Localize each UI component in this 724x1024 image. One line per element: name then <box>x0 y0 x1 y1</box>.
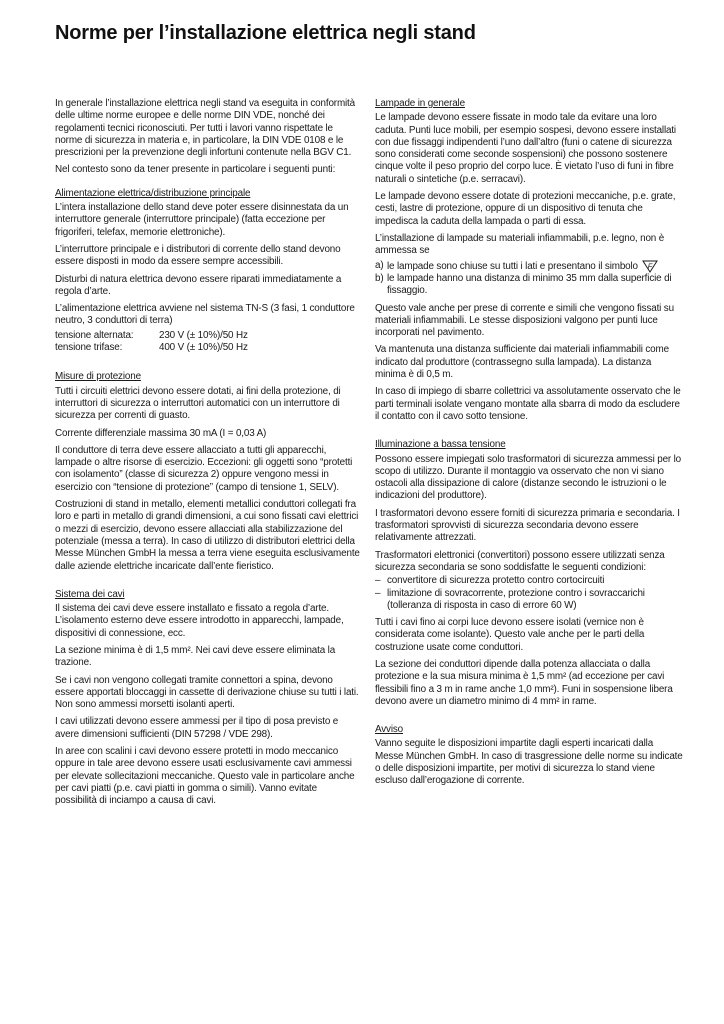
paragraph: Costruzioni di stand in metallo, elementi metallici conduttori collegati fra loro e parti in metallo di grandi dimensioni, a cui sono fissati cavi elettrici o mezzi di esercizio, devono essere allacciati alla stabilizzazione del potenziale (messa a terra). In caso di utilizzo di distributori elettrici della Messe München GmbH la messa a terra viene eseguita esclusivamente dalle aziende elettriche incaricate dall’ente fieristico. <box>55 499 360 572</box>
paragraph: Corrente differenziale massima 30 mA (I = 0,03 A) <box>55 427 267 439</box>
paragraph: Le lampade devono essere fissate in modo tale da evitare una loro caduta. Punti luce mobili, per esempio sospesi, devono essere installati con due fissaggi indipendenti l’uno dall’altro (funi o catene di sicurezza sono considerati come seconde sospensioni) che possono sostenere cinque volte il peso proprio del corpo luce. È vietato l’uso di funi in fibre naturali o sintetiche (p.e. serracavi). <box>375 112 676 185</box>
left-column <box>55 98 361 813</box>
list-item <box>375 273 683 298</box>
section-heading-lamps: Lampade in generale <box>375 98 465 109</box>
paragraph: Le lampade devono essere dotate di protezioni meccaniche, p.e. grate, cesti, lastre di protezione, oppure di un dispositivo di tenuta che impedisca la caduta della lampada o parti di essa. <box>375 191 676 227</box>
right-column <box>375 98 683 793</box>
voltage-value: 230 V (± 10%)/50 Hz <box>159 329 248 341</box>
f-mark-label: F <box>648 261 653 271</box>
list-item <box>375 260 683 273</box>
page-title: Norme per l’installazione elettrica negli stand <box>55 22 476 44</box>
paragraph: La sezione dei conduttori dipende dalla potenza allacciata o dalla protezione e la sua misura minima è 1,5 mm² (ad eccezione per cavi flessibili fino a 3 m in rame anche 1,0 mm²). Funi in sospensione libera devono avere un diametro minimo di 4 mm² in rame. <box>375 658 673 707</box>
intro-paragraph: In generale l’installazione elettrica negli stand va eseguita in conformità delle ultime norme europee e delle norme DIN VDE, nonché dei regolamenti tecnici riconosciuti. Per tutti i lavori vanno rispettate le norme di sicurezza in materia e, in particolare, la DIN VDE 0108 e le prescrizioni per la prevenzione degli infortuni contenute nella BGV C1. <box>55 98 355 159</box>
voltage-row-threephase <box>55 342 361 354</box>
dash-item-text: convertitore di sicurezza protetto contro cortocircuiti <box>387 575 605 587</box>
list-item-text: le lampade hanno una distanza di minimo 35 mm dalla superficie di fissaggio. <box>387 272 672 297</box>
paragraph: In caso di impiego di sbarre collettrici va assolutamente osservato che le parti terminali isolate vengano montate alla sbarra di modo da escludere il contatto con il cavo sotto tensione. <box>375 386 681 422</box>
paragraph: I trasformatori devono essere forniti di sicurezza primaria e secondaria. I trasformatori sprovvisti di sicurezza secondaria devono essere relativamente attrezzati. <box>375 507 680 544</box>
dash-list-item <box>375 575 683 587</box>
paragraph: Il conduttore di terra deve essere allacciato a tutti gli apparecchi, lampade o altre risorse di esercizio. Eccezioni: gli oggetti sono “protetti con isolamento” (classe di sicurezza 2) oppure vengono messi in esercizio con “tensione di protezione” (campo di tensione 1, SELV). <box>55 444 353 493</box>
paragraph: Trasformatori elettronici (convertitori) possono essere utilizzati senza sicurezza secondaria se sono soddisfatte le seguenti condizioni: <box>375 549 665 573</box>
paragraph: Possono essere impiegati solo trasformatori di sicurezza ammessi per lo scopo di utilizzo. Durante il montaggio va osservato che non vi siano ostacoli alla dissipazione di calore (distanze secondo le istruzioni o le indicazioni del produttore). <box>375 453 682 502</box>
section-heading-power-supply: Alimentazione elettrica/distribuzione principale <box>55 187 251 199</box>
section-heading-cables: Sistema dei cavi <box>55 588 125 600</box>
dash-marker: – <box>375 575 381 587</box>
section-heading-notice: Avviso <box>375 724 404 736</box>
section-heading-protection: Misure di protezione <box>55 371 141 383</box>
list-item-text: le lampade sono chiuse su tutti i lati e presentano il simbolo <box>387 260 638 272</box>
paragraph: La sezione minima è di 1,5 mm². Nei cavi deve essere eliminata la trazione. <box>55 644 336 669</box>
list-marker: b) <box>375 272 384 284</box>
paragraph: Vanno seguite le disposizioni impartite dagli esperti incaricati dalla Messe München GmbH. In caso di trasgressione delle norme su indicate o delle disposizioni impartite, per motivi di sicurezza lo stand viene escluso dall’erogazione di corrente. <box>375 738 683 787</box>
voltage-row-alternating <box>55 330 361 342</box>
dash-marker: – <box>375 587 381 599</box>
voltage-label: tensione trifase: <box>55 342 123 354</box>
dash-list-item <box>375 588 683 613</box>
paragraph: Disturbi di natura elettrica devono essere riparati immediatamente a regola d’arte. <box>55 273 342 297</box>
paragraph: L’intera installazione dello stand deve poter essere disinnestata da un interruttore generale (interruttore principale) (fatta eccezione per frigoriferi, telefax, memorie elettroniche). <box>55 202 349 238</box>
voltage-label: tensione alternata: <box>55 329 134 341</box>
paragraph: Questo vale anche per prese di corrente e simili che vengono fissati su materiali infiammabili. Le stesse disposizioni valgono per punti luce incorporati nel pavimento. <box>375 302 674 339</box>
paragraph: I cavi utilizzati devono essere ammessi per il tipo di posa previsto e avere dimensioni sufficienti (DIN 57298 / VDE 298). <box>55 716 339 740</box>
paragraph: L’installazione di lampade su materiali infiammabili, p.e. legno, non è ammessa se <box>375 232 665 257</box>
paragraph: In aree con scalini i cavi devono essere protetti in modo meccanico oppure in tale aree devono essere usati esclusivamente cavi ammessi per elevate sollecitazioni meccaniche. Questo vale in particolare anche per cavi piatti (p.e. cavi piatti in gomma o simili). Vanno evitate possibilità di inciampo a causa di cavi. <box>55 746 355 807</box>
paragraph: Va mantenuta una distanza sufficiente dai materiali infiammabili come indicato dal produttore (contrassegno sulla lampada). La distanza minima è di 0,5 m. <box>375 344 669 381</box>
intro-paragraph-2: Nel contesto sono da tener presente in particolare i seguenti punti: <box>55 164 336 176</box>
dash-item-text: limitazione di sovracorrente, protezione contro i sovraccarichi (tolleranza di risposta in caso di errore 60 W) <box>387 587 645 611</box>
f-mark-icon <box>642 260 658 273</box>
paragraph: Se i cavi non vengono collegati tramite connettori a spina, devono essere apportati bloccaggi in cassette di derivazione chiuse su tutti i lati. Non sono ammessi morsetti isolanti aperti. <box>55 674 359 711</box>
voltage-value: 400 V (± 10%)/50 Hz <box>159 342 248 354</box>
paragraph: Il sistema dei cavi deve essere installato e fissato a regola d’arte. L’isolamento esterno deve essere introdotto in apparecchi, lampade, dispositivi di connessione, ecc. <box>55 603 344 639</box>
paragraph: L’interruttore principale e i distributori di corrente dello stand devono essere disposti in modo da essere sempre accessibili. <box>55 243 341 268</box>
paragraph: Tutti i cavi fino ai corpi luce devono essere isolati (vernice non è considerata come isolante). Questo vale anche per le parti della costruzione usate come conduttori. <box>375 617 645 653</box>
section-heading-low-voltage: Illuminazione a bassa tensione <box>375 439 506 451</box>
paragraph: L’alimentazione elettrica avviene nel sistema TN-S (3 fasi, 1 conduttore neutro, 3 conduttori di terra) <box>55 303 355 327</box>
list-marker: a) <box>375 259 384 271</box>
paragraph: Tutti i circuiti elettrici devono essere dotati, ai fini della protezione, di interruttori di sicurezza o interruttori automatici con un interruttore di sicurezza per correnti di guasto. <box>55 385 341 422</box>
